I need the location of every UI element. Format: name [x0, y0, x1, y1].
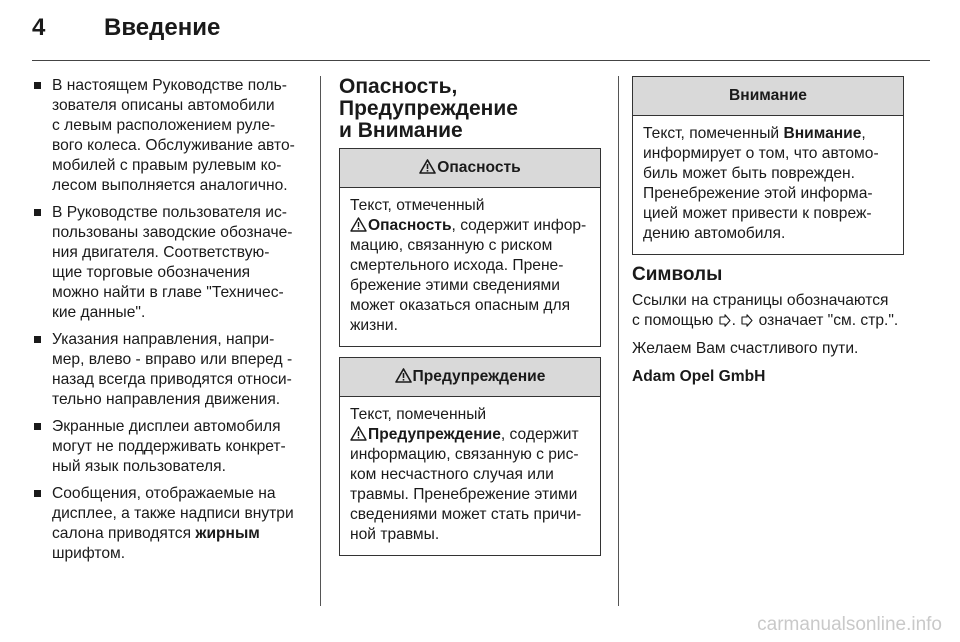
bullet-item: В настоящем Руководстве поль- зователя описаны автомобили с левым расположением руле- вого колеса. Обслуживание авто- мобилей с правым рулевым ко- лесом выполняется аналогично. [32, 76, 310, 196]
danger-box-body: Текст, отмеченный Опасность, содержит инфор- мацию, связанную с риском смертельного исхода. Прене- брежение этими сведениями может оказаться опасным для жизни. [350, 197, 587, 334]
bullet-square-icon [34, 336, 41, 343]
symbols-title: Символы [632, 264, 723, 285]
warning-triangle-icon [395, 368, 412, 383]
danger-box-heading: Опасность [340, 149, 600, 188]
middle-column [339, 76, 601, 566]
warning-triangle-icon [350, 426, 367, 441]
page-title: Введение [104, 14, 221, 41]
bullet-square-icon [34, 423, 41, 430]
warning-box-body: Текст, помеченный Предупреждение, содержит информацию, связанную с рис- ком несчастного случая или травмы. Пренебрежение этими сведениями может стать причи- ной травмы. [350, 406, 582, 543]
symbols-paragraph: Ссылки на страницы обозначаются с помощью . означает "см. стр.". [632, 292, 899, 329]
page-header [32, 14, 220, 42]
company-name: Adam Opel GmbH [632, 368, 766, 385]
warning-triangle-icon [419, 159, 436, 174]
bullet-square-icon [34, 82, 41, 89]
bold-term: жирным [195, 525, 260, 542]
caution-box-heading: Внимание [633, 77, 903, 116]
wish-text: Желаем Вам счастливого пути. [632, 340, 859, 357]
right-column [632, 76, 904, 395]
bullet-item: Указания направления, напри- мер, влево - вправо или вперед - назад всегда приводятся относи- тельно направления движения. [32, 330, 310, 410]
bullet-square-icon [34, 490, 41, 497]
bullet-item: Сообщения, отображаемые на дисплее, а также надписи внутри салона приводятся жирным шрифтом. [32, 484, 310, 564]
watermark: carmanualsonline.info [757, 614, 942, 635]
page-number: 4 [32, 14, 46, 41]
section-title: Опасность, Предупреждение и Внимание [339, 75, 518, 142]
page-reference-arrow-icon [741, 314, 753, 327]
warning-box [339, 357, 601, 556]
bullet-square-icon [34, 209, 41, 216]
warning-box-heading: Предупреждение [340, 358, 600, 397]
header-rule [32, 60, 930, 61]
warning-triangle-icon [350, 217, 367, 232]
column-divider-right [618, 76, 619, 606]
page-reference-arrow-icon [719, 314, 731, 327]
bullet-item: Экранные дисплеи автомобиля могут не поддерживать конкрет- ный язык пользователя. [32, 417, 310, 477]
caution-box [632, 76, 904, 255]
caution-box-body: Текст, помеченный Внимание, информирует о том, что автомо- биль может быть поврежден. Пренебрежение этой информа- цией может привести к повреж- дению автомобиля. [643, 125, 879, 242]
left-column [32, 76, 310, 571]
column-divider-left [320, 76, 321, 606]
bullet-list [32, 76, 310, 564]
bullet-item: В Руководстве пользователя ис- пользованы заводские обозначе- ния двигателя. Соответствую- щие торговые обозначения можно найти в главе "Техничес- кие данные". [32, 203, 310, 323]
danger-box [339, 148, 601, 347]
